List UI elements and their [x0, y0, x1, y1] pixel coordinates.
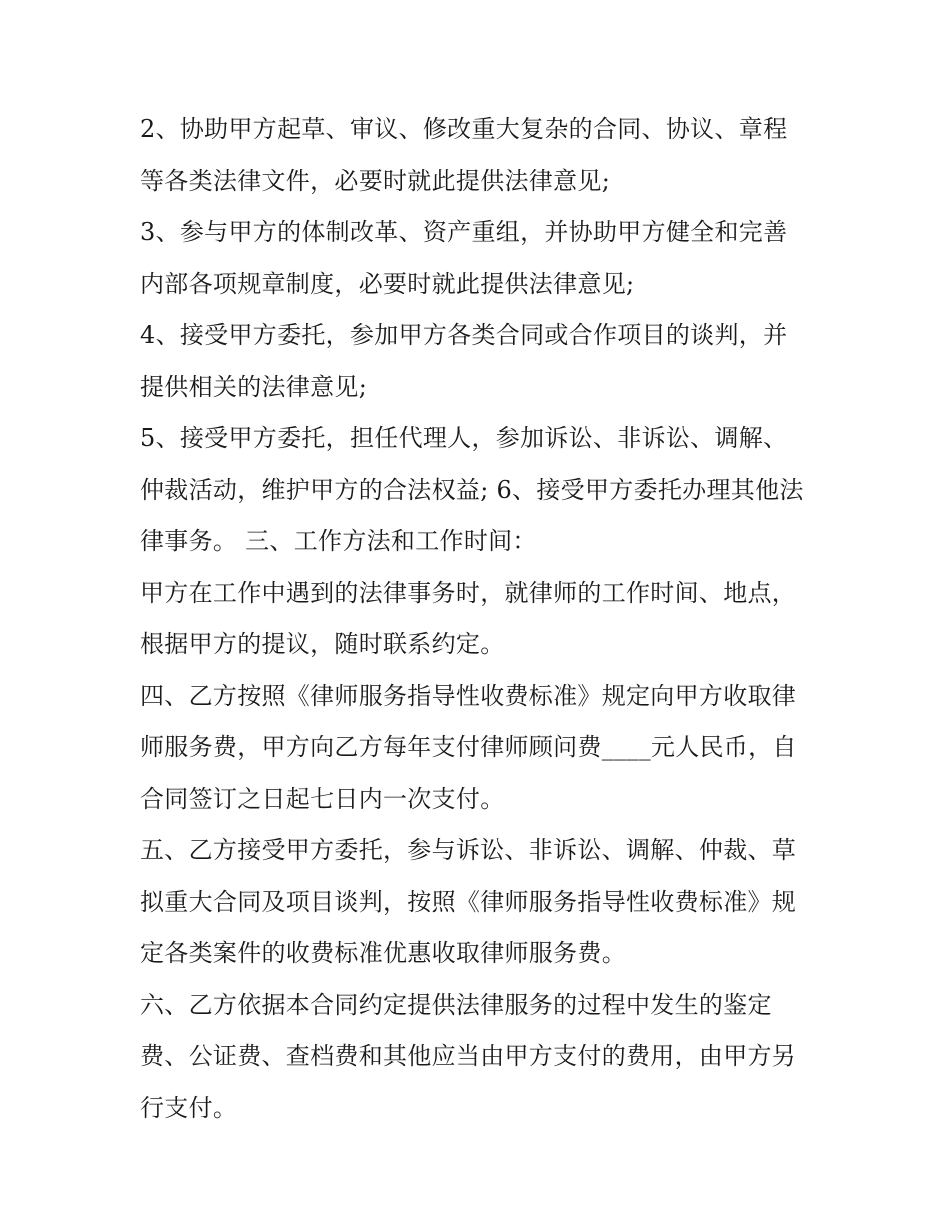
text-line-2: 等各类法律文件，必要时就此提供法律意见; [140, 166, 611, 195]
text-line-9: 律事务。 三、工作方法和工作时间： [140, 527, 537, 555]
text-line-13: 师服务费，甲方向乙方每年支付律师顾问费____元人民币，自 [140, 733, 797, 761]
text-block [140, 104, 820, 1134]
text-line-4: 内部各项规章制度，必要时就此提供法律意见; [140, 269, 635, 298]
document-body [140, 104, 820, 1134]
text-line-8: 仲裁活动，维护甲方的合法权益; 6、接受甲方委托办理其他法 [140, 475, 804, 504]
text-line-19: 费、公证费、查档费和其他应当由甲方支付的费用，由甲方另 [140, 1042, 797, 1070]
text-line-10: 甲方在工作中遇到的法律事务时，就律师的工作时间、地点， [140, 578, 797, 607]
text-line-1: 2、协助甲方起草、审议、修改重大复杂的合同、协议、章程 [140, 115, 788, 143]
text-line-18: 六、乙方依据本合同约定提供法律服务的过程中发生的鉴定 [140, 990, 772, 1019]
text-line-20: 行支付。 [140, 1093, 238, 1122]
text-line-16: 拟重大合同及项目谈判，按照《律师服务指导性收费标准》规 [140, 887, 797, 916]
text-line-6: 提供相关的法律意见; [140, 372, 368, 401]
text-line-17: 定各类案件的收费标准优惠收取律师服务费。 [140, 939, 626, 967]
text-line-15: 五、乙方接受甲方委托，参与诉讼、非诉讼、调解、仲裁、草 [140, 836, 797, 864]
text-line-7: 5、接受甲方委托，担任代理人，参加诉讼、非诉讼、调解、 [140, 424, 788, 452]
text-line-5: 4、接受甲方委托，参加甲方各类合同或合作项目的谈判，并 [140, 321, 788, 349]
text-line-12: 四、乙方按照《律师服务指导性收费标准》规定向甲方收取律 [140, 681, 797, 710]
text-line-11: 根据甲方的提议，随时联系约定。 [140, 630, 505, 658]
text-line-14: 合同签订之日起七日内一次支付。 [140, 784, 505, 813]
text-line-3: 3、参与甲方的体制改革、资产重组，并协助甲方健全和完善 [140, 218, 788, 246]
